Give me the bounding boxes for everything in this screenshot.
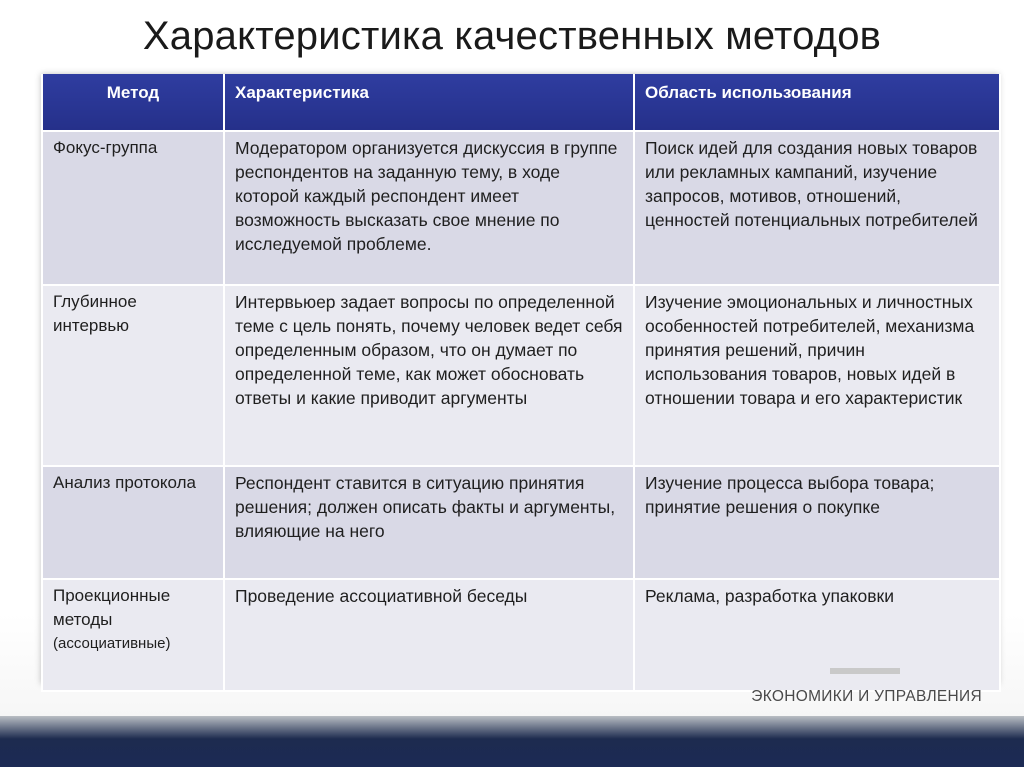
logo-faded-mark	[830, 668, 900, 674]
table-header-row	[42, 74, 1000, 131]
header-usage: Область использования	[634, 74, 1000, 131]
slide-title: Характеристика качественных методов	[142, 14, 882, 58]
table-row	[42, 579, 1000, 691]
characteristic-cell: Проведение ассоциативной беседы	[224, 579, 634, 691]
methods-table-frame	[41, 74, 999, 684]
header-method: Метод	[42, 74, 224, 131]
method-sublabel: (ассоциативные)	[53, 635, 171, 652]
table-row	[42, 131, 1000, 285]
method-cell	[42, 579, 224, 691]
usage-cell: Изучение эмоциональных и личностных особенностей потребителей, механизма принятия решений, причин использования товаров, новых идей в отношении товара и его характеристик	[634, 285, 1000, 466]
usage-cell: Поиск идей для создания новых товаров или рекламных кампаний, изучение запросов, мотивов, отношений, ценностей потенциальных потребителей	[634, 131, 1000, 285]
method-label: Фокус-группа	[53, 138, 158, 157]
method-label: Проекционные методы	[53, 586, 171, 629]
methods-table	[41, 74, 1001, 692]
method-cell	[42, 131, 224, 285]
header-characteristic: Характеристика	[224, 74, 634, 131]
table-row	[42, 466, 1000, 579]
characteristic-cell: Интервьюер задает вопросы по определенной теме с цель понять, почему человек ведет себя определенным образом, что он думает по определенной теме, как может обосновать ответы и какие приводит аргументы	[224, 285, 634, 466]
table-row	[42, 285, 1000, 466]
characteristic-cell: Модератором организуется дискуссия в группе респондентов на заданную тему, в ходе которой каждый респондент имеет возможность высказать свое мнение по исследуемой проблеме.	[224, 131, 634, 285]
method-cell	[42, 466, 224, 579]
footer-band	[0, 716, 1024, 767]
usage-cell: Реклама, разработка упаковки	[634, 579, 1000, 691]
method-cell	[42, 285, 224, 466]
characteristic-cell: Респондент ставится в ситуацию принятия решения; должен описать факты и аргументы, влияющие на него	[224, 466, 634, 579]
usage-cell: Изучение процесса выбора товара; принятие решения о покупке	[634, 466, 1000, 579]
institute-logo-text: ЭКОНОМИКИ И УПРАВЛЕНИЯ	[751, 688, 982, 705]
method-label: Анализ протокола	[53, 473, 196, 492]
method-label: Глубинное интервью	[53, 292, 137, 335]
